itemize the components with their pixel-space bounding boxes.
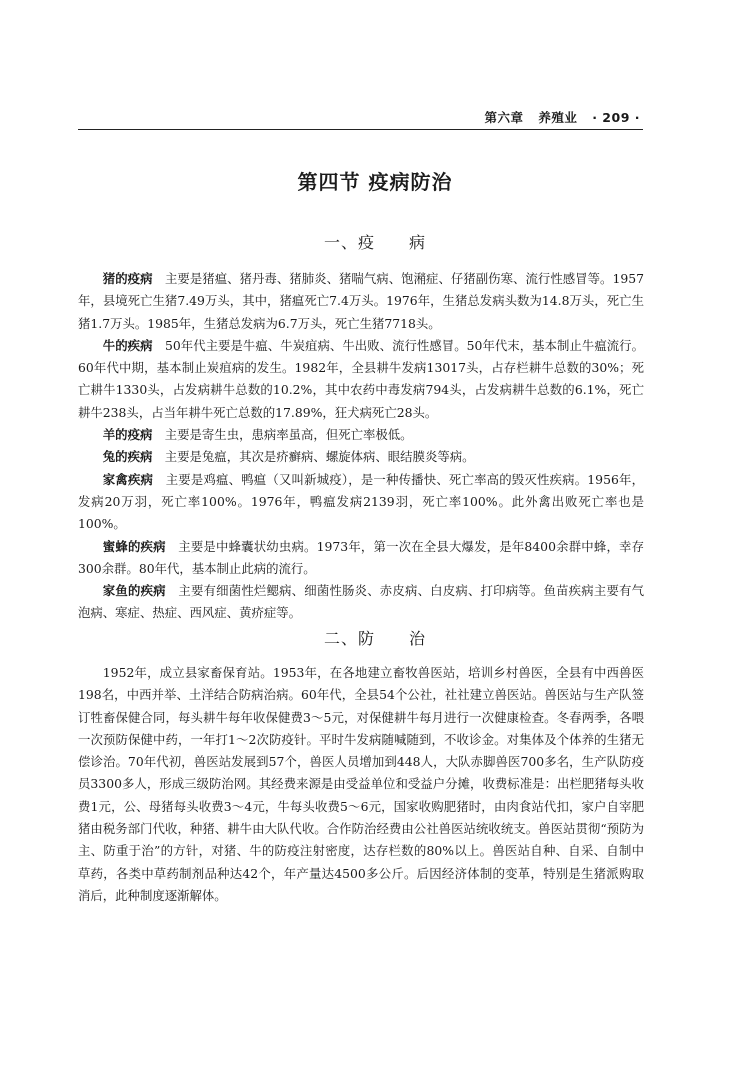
- paragraph-term: 羊的疫病: [102, 427, 153, 443]
- paragraph-text: 50年代主要是牛瘟、牛炭疽病、牛出败、流行性感冒。50年代末，基本制止牛瘟流行。60年代中期，基本制止炭疽病的发生。1982年，全县耕牛发病13017头，占存栏耕牛总数的30%；死亡耕牛1330头，占发病耕牛总数的10.2%，其中农药中毒发病794头，占发病耕牛总数的6.1%，死亡耕牛238头，占当年耕牛死亡总数的17.89%，狂犬病死亡28头。: [78, 337, 644, 420]
- paragraph-pig-diseases: [78, 268, 644, 335]
- part2-heading: 二、防 治: [323, 629, 426, 648]
- part1-heading: 一、疫 病: [323, 233, 426, 252]
- paragraph-poultry-diseases: [78, 469, 644, 536]
- part2-body: [78, 662, 644, 907]
- paragraph-term: 家鱼的疾病: [102, 583, 166, 599]
- paragraph-text: 主要是兔瘟，其次是疥癣病、螺旋体病、眼结膜炎等病。: [164, 449, 475, 465]
- chapter-title: 养殖业: [538, 110, 578, 125]
- paragraph-cattle-diseases: [78, 335, 644, 424]
- section-title: 第四节 疫病防治: [297, 170, 453, 194]
- paragraph-text: 主要是中蜂囊状幼虫病。1973年，第一次在全县大爆发，是年8400余群中蜂，幸存300余群。80年代，基本制止此病的流行。: [78, 538, 644, 576]
- page-number: · 209 ·: [592, 110, 640, 125]
- paragraph-term: 蜜蜂的疾病: [102, 538, 166, 554]
- paragraph-term: 兔的疾病: [102, 449, 153, 465]
- paragraph-text: 主要是猪瘟、猪丹毒、猪肺炎、猪喘气病、饱潲症、仔猪副伤寒、流行性感冒等。1957年，县境死亡生猪7.49万头，其中，猪瘟死亡7.4万头。1976年，生猪总发病头数为14.8万头，死亡生猪1.7万头。1985年，生猪总发病为6.7万头，死亡生猪7718头。: [78, 271, 645, 331]
- paragraph-term: 牛的疾病: [102, 337, 153, 353]
- paragraph-term: 猪的疫病: [102, 271, 153, 286]
- paragraph-sheep-diseases: [78, 424, 644, 446]
- running-head: [78, 108, 640, 126]
- paragraph-text: 主要有细菌性烂鳃病、细菌性肠炎、赤皮病、白皮病、打印病等。鱼苗疾病主要有气泡病、寒症、热症、西风症、黄疥症等。: [78, 583, 645, 621]
- part1-body: [78, 268, 644, 625]
- paragraph-term: 家禽疾病: [102, 471, 154, 487]
- paragraph-bee-diseases: [78, 536, 644, 581]
- paragraph-prevention: 1952年，成立县家畜保育站。1953年，在各地建立畜牧兽医站，培训乡村兽医，全县有中西兽医198名，中西并举、土洋结合防病治病。60年代，全县54个公社，社社建立兽医站。兽医站与生产队签订牲畜保健合同，每头耕牛每年收保健费3～5元，对保健耕牛每月进行一次健康检查。冬春两季，各喂一次预防保健中药，一年打1～2次防疫针。平时牛发病随喊随到，不收诊金。对集体及个体养的生猪无偿诊治。70年代初，兽医站发展到57个，兽医人员增加到448人，大队赤脚兽医700多名，生产队防疫员3300多人，形成三级防治网。其经费来源是由受益单位和受益户分摊，收费标准是：出栏肥猪每头收费1元，公、母猪每头收费3～4元，牛每头收费5～6元，国家收购肥猪时，由肉食站代扣，家户自宰肥猪由税务部门代收，种猪、耕牛由大队代收。合作防治经费由公社兽医站统收统支。兽医站贯彻“预防为主、防重于治”的方针，对猪、牛的防疫注射密度，达存栏数的80%以上。兽医站自种、自采、自制中草药，各类中草药制剂品种达42个，年产量达4500多公斤。后因经济体制的变革，特别是生猪派购取消后，此种制度逐渐解体。: [78, 665, 644, 903]
- paragraph-rabbit-diseases: [78, 446, 644, 468]
- header-rule: [78, 129, 643, 130]
- paragraph-text: 主要是寄生虫，患病率虽高，但死亡率极低。: [164, 427, 413, 443]
- chapter-number: 第六章: [484, 110, 524, 125]
- paragraph-text: 主要是鸡瘟、鸭瘟（又叫新城疫），是一种传播快、死亡率高的毁灭性疾病。1956年，发病20万羽，死亡率100%。1976年，鸭瘟发病2139羽，死亡率100%。此外禽出败死亡率也是100%。: [78, 471, 645, 532]
- paragraph-fish-diseases: [78, 580, 644, 625]
